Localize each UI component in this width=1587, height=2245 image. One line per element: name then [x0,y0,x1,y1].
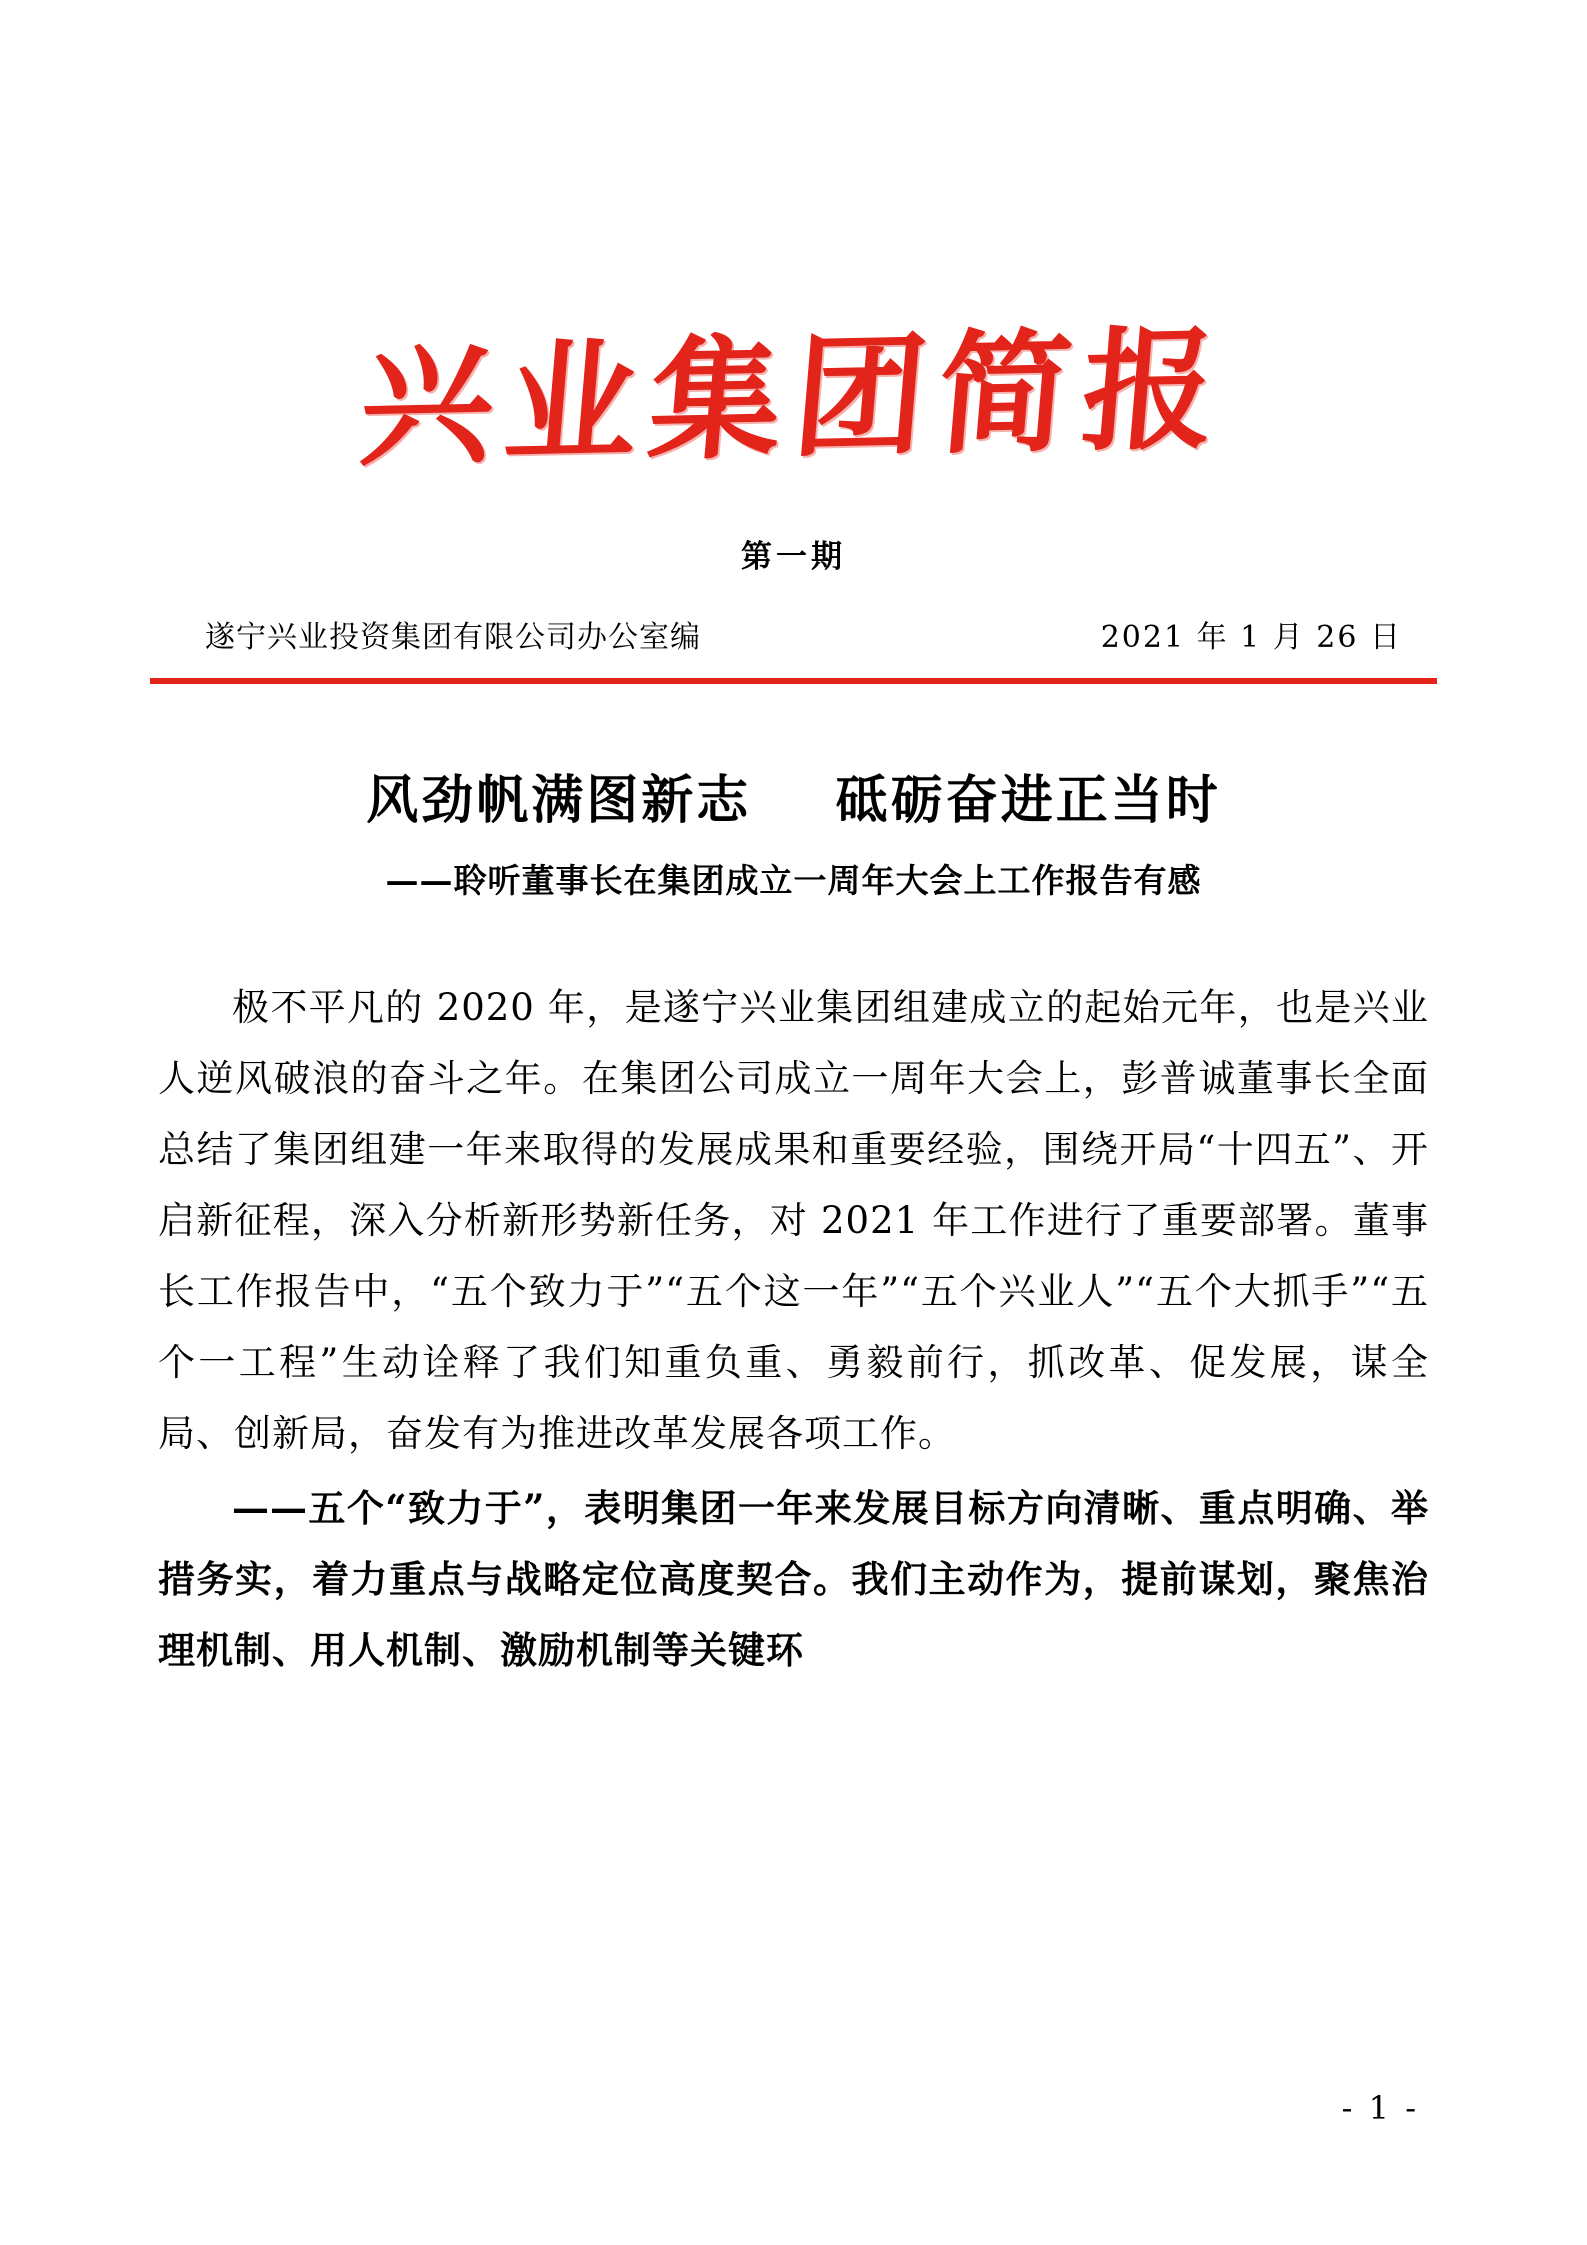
article-subheadline: ——聆听董事长在集团成立一周年大会上工作报告有感 [385,860,1202,900]
masthead [150,311,1437,486]
article-headline: 风劲帆满图新志 砥砺奋进正当时 [366,769,1221,831]
page-number: - 1 - [1341,2089,1419,2127]
publication-title: 兴业集团简报 [354,311,1233,486]
article-paragraph: 极不平凡的 2020 年，是遂宁兴业集团组建成立的起始元年，也是兴业人逆风破浪的奋斗之年。在集团公司成立一周年大会上，彭普诚董事长全面总结了集团组建一年来取得的发展成果和重要经验，围绕开局“十四五”、开启新征程，深入分析新形势新任务，对 2021 年工作进行了重要部署。董事长工作报告中，“五个致力于”“五个这一年”“五个兴业人”“五个大抓手”“五个一工程”生动诠释了我们知重负重、勇毅前行，抓改革、促发展，谋全局、创新局，奋发有为推进改革发展各项工作。 [158,985,1429,1455]
article-paragraph: ——五个“致力于”，表明集团一年来发展目标方向清晰、重点明确、举措务实，着力重点与战略定位高度契合。我们主动作为，提前谋划，聚焦治理机制、用人机制、激励机制等关键环 [158,1485,1429,1672]
issue-number: 第一期 [741,538,846,575]
publication-date: 2021 年 1 月 26 日 [1100,619,1402,655]
red-divider-rule [150,678,1437,684]
masthead-meta-row [150,612,1437,656]
publisher-label: 遂宁兴业投资集团有限公司办公室编 [205,619,701,655]
article-body [150,972,1437,1686]
